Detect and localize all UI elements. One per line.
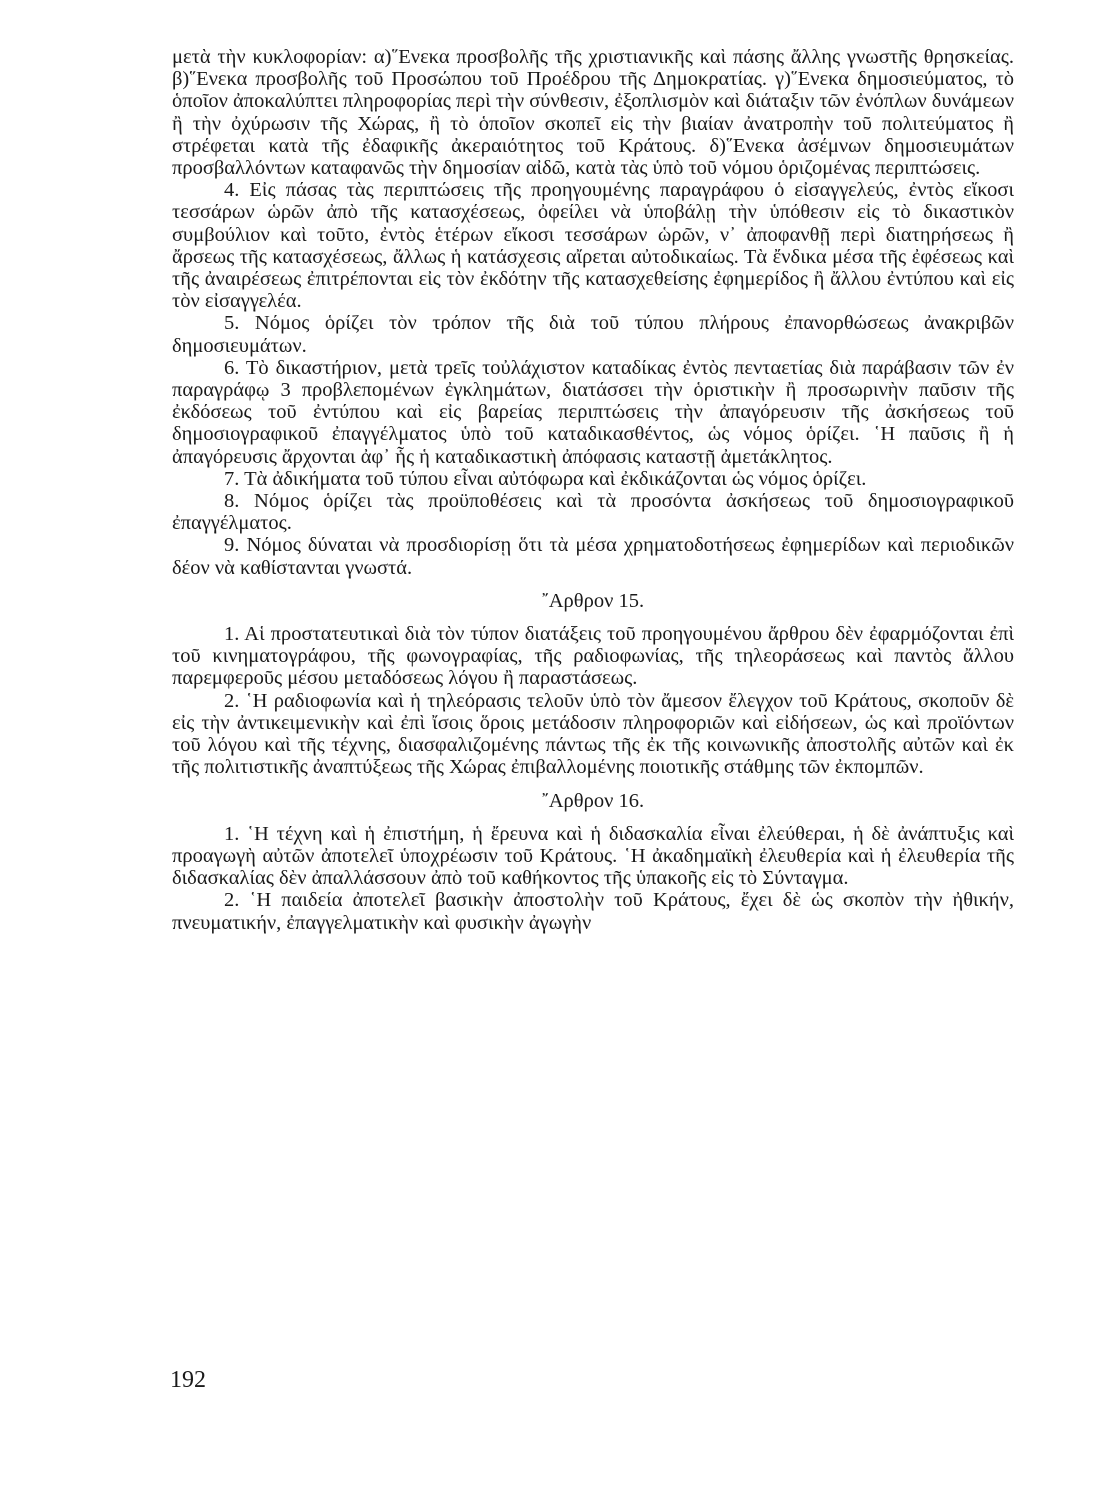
paragraph-art14-3-continuation: μετὰ τὴν κυκλοφορίαν: α)῞Ενεκα προσβολῆς τῆς χριστιανικῆς καὶ πάσης ἄλλης γνωστῆς θρησκείας. β)῞Ενεκα προσβολῆς τοῦ Προσώπου τοῦ Προέδρου τῆς Δημοκρατίας. γ)῞Ενεκα δημοσιεύματος, τὸ ὁποῖον ἀποκαλύπτει πληροφορίας περὶ τὴν σύνθεσιν, ἐξοπλισμὸν καὶ διάταξιν τῶν ἐνόπλων δυνάμεων ἢ τὴν ὀχύρωσιν τῆς Χώρας, ἢ τὸ ὁποῖον σκοπεῖ εἰς τὴν βιαίαν ἀνατροπὴν τοῦ πολιτεύματος ἢ στρέφεται κατὰ τῆς ἐδαφικῆς ἀκεραιότητος τοῦ Κράτους. δ)῞Ενεκα ἀσέμνων δημοσιευμάτων προσβαλλόντων καταφανῶς τὴν δημοσίαν αἰδῶ, κατὰ τὰς ὑπὸ τοῦ νόμου ὁριζομένας περιπτώσεις. [172,46,1014,180]
article-16-heading: ῎Αρθρον 16. [541,789,645,812]
paragraph-art14-8: 8. Νόμος ὁρίζει τὰς προϋποθέσεις καὶ τὰ προσόντα ἀσκήσεως τοῦ δημοσιογραφικοῦ ἐπαγγέλματος. [172,490,1014,535]
article-15-heading: ῎Αρθρον 15. [541,589,645,612]
paragraph-art16-2: 2. ῾Η παιδεία ἀποτελεῖ βασικὴν ἀποστολὴν τοῦ Κράτους, ἔχει δὲ ὡς σκοπὸν τὴν ἠθικήν, πνευματικήν, ἐπαγγελματικὴν καὶ φυσικὴν ἀγωγὴν [172,889,1014,934]
paragraph-art14-9: 9. Νόμος δύναται νὰ προσδιορίσῃ ὅτι τὰ μέσα χρηματοδοτήσεως ἐφημερίδων καὶ περιοδικῶν δέον νὰ καθίστανται γνωστά. [172,534,1014,579]
page-number: 192 [170,1367,206,1393]
paragraph-art14-4: 4. Εἰς πάσας τὰς περιπτώσεις τῆς προηγουμένης παραγράφου ὁ εἰσαγγελεύς, ἐντὸς εἴκοσι τεσσάρων ὡρῶν ἀπὸ τῆς κατασχέσεως, ὀφείλει νὰ ὑποβάλῃ τὴν ὑπόθεσιν εἰς τὸ δικαστικὸν συμβούλιον καὶ τοῦτο, ἐντὸς ἑτέρων εἴκοσι τεσσάρων ὡρῶν, ν᾿ ἀποφανθῇ περὶ διατηρήσεως ἢ ἄρσεως τῆς κατασχέσεως, ἄλλως ἡ κατάσχεσις αἴρεται αὐτοδικαίως. Τὰ ἔνδικα μέσα τῆς ἐφέσεως καὶ τῆς ἀναιρέσεως ἐπιτρέπονται εἰς τὸν ἐκδότην τῆς κατασχεθείσης ἐφημερίδος ἢ ἄλλου ἐντύπου καὶ εἰς τὸν εἰσαγγελέα. [172,179,1014,313]
paragraph-art14-7: 7. Τὰ ἀδικήματα τοῦ τύπου εἶναι αὐτόφωρα καὶ ἐκδικάζονται ὡς νόμος ὁρίζει. [224,467,867,490]
paragraph-art15-2: 2. ῾Η ραδιοφωνία καὶ ἡ τηλεόρασις τελοῦν ὑπὸ τὸν ἄμεσον ἔλεγχον τοῦ Κράτους, σκοποῦν δὲ εἰς τὴν ἀντικειμενικὴν καὶ ἐπὶ ἴσοις ὅροις μετάδοσιν πληροφοριῶν καὶ εἰδήσεων, ὡς καὶ προϊόντων τοῦ λόγου καὶ τῆς τέχνης, διασφαλιζομένης πάντως τῆς ἐκ τῆς κοινωνικῆς ἀποστολῆς αὐτῶν καὶ ἐκ τῆς πολιτιστικῆς ἀναπτύξεως τῆς Χώρας ἐπιβαλλομένης ποιοτικῆς στάθμης τῶν ἐκπομπῶν. [172,689,1014,779]
paragraph-art15-1: 1. Αἱ προστατευτικαὶ διὰ τὸν τύπον διατάξεις τοῦ προηγουμένου ἄρθρου δὲν ἐφαρμόζονται ἐπὶ τοῦ κινηματογράφου, τῆς φωνογραφίας, τῆς ραδιοφωνίας, τῆς τηλεοράσεως καὶ παντὸς ἄλλου παρεμφεροῦς μέσου μεταδόσεως λόγου ἢ παραστάσεως. [172,623,1014,690]
document-page [172,46,1014,934]
paragraph-art14-6: 6. Τὸ δικαστήριον, μετὰ τρεῖς τοὐλάχιστον καταδίκας ἐντὸς πενταετίας διὰ παράβασιν τῶν ἐν παραγράφῳ 3 προβλεπομένων ἐγκλημάτων, διατάσσει τὴν ὁριστικὴν ἢ προσωρινὴν παῦσιν τῆς ἐκδόσεως τοῦ ἐντύπου καὶ εἰς βαρείας περιπτώσεις τὴν ἀπαγόρευσιν τῆς ἀσκήσεως τοῦ δημοσιογραφικοῦ ἐπαγγέλματος ὑπὸ τοῦ καταδικασθέντος, ὡς νόμος ὁρίζει. ῾Η παῦσις ἢ ἡ ἀπαγόρευσις ἄρχονται ἀφ᾿ ἧς ἡ καταδικαστικὴ ἀπόφασις καταστῇ ἀμετάκλητος. [172,356,1014,468]
paragraph-art16-1: 1. ῾Η τέχνη καὶ ἡ ἐπιστήμη, ἡ ἔρευνα καὶ ἡ διδασκαλία εἶναι ἐλεύθεραι, ἡ δὲ ἀνάπτυξις καὶ προαγωγὴ αὐτῶν ἀποτελεῖ ὑποχρέωσιν τοῦ Κράτους. ῾Η ἀκαδημαϊκὴ ἐλευθερία καὶ ἡ ἐλευθερία τῆς διδασκαλίας δὲν ἀπαλλάσσουν ἀπὸ τοῦ καθήκοντος τῆς ὑπακοῆς εἰς τὸ Σύνταγμα. [172,822,1014,890]
paragraph-art14-5: 5. Νόμος ὁρίζει τὸν τρόπον τῆς διὰ τοῦ τύπου πλήρους ἐπανορθώσεως ἀνακριβῶν δημοσιευμάτων. [172,312,1014,357]
